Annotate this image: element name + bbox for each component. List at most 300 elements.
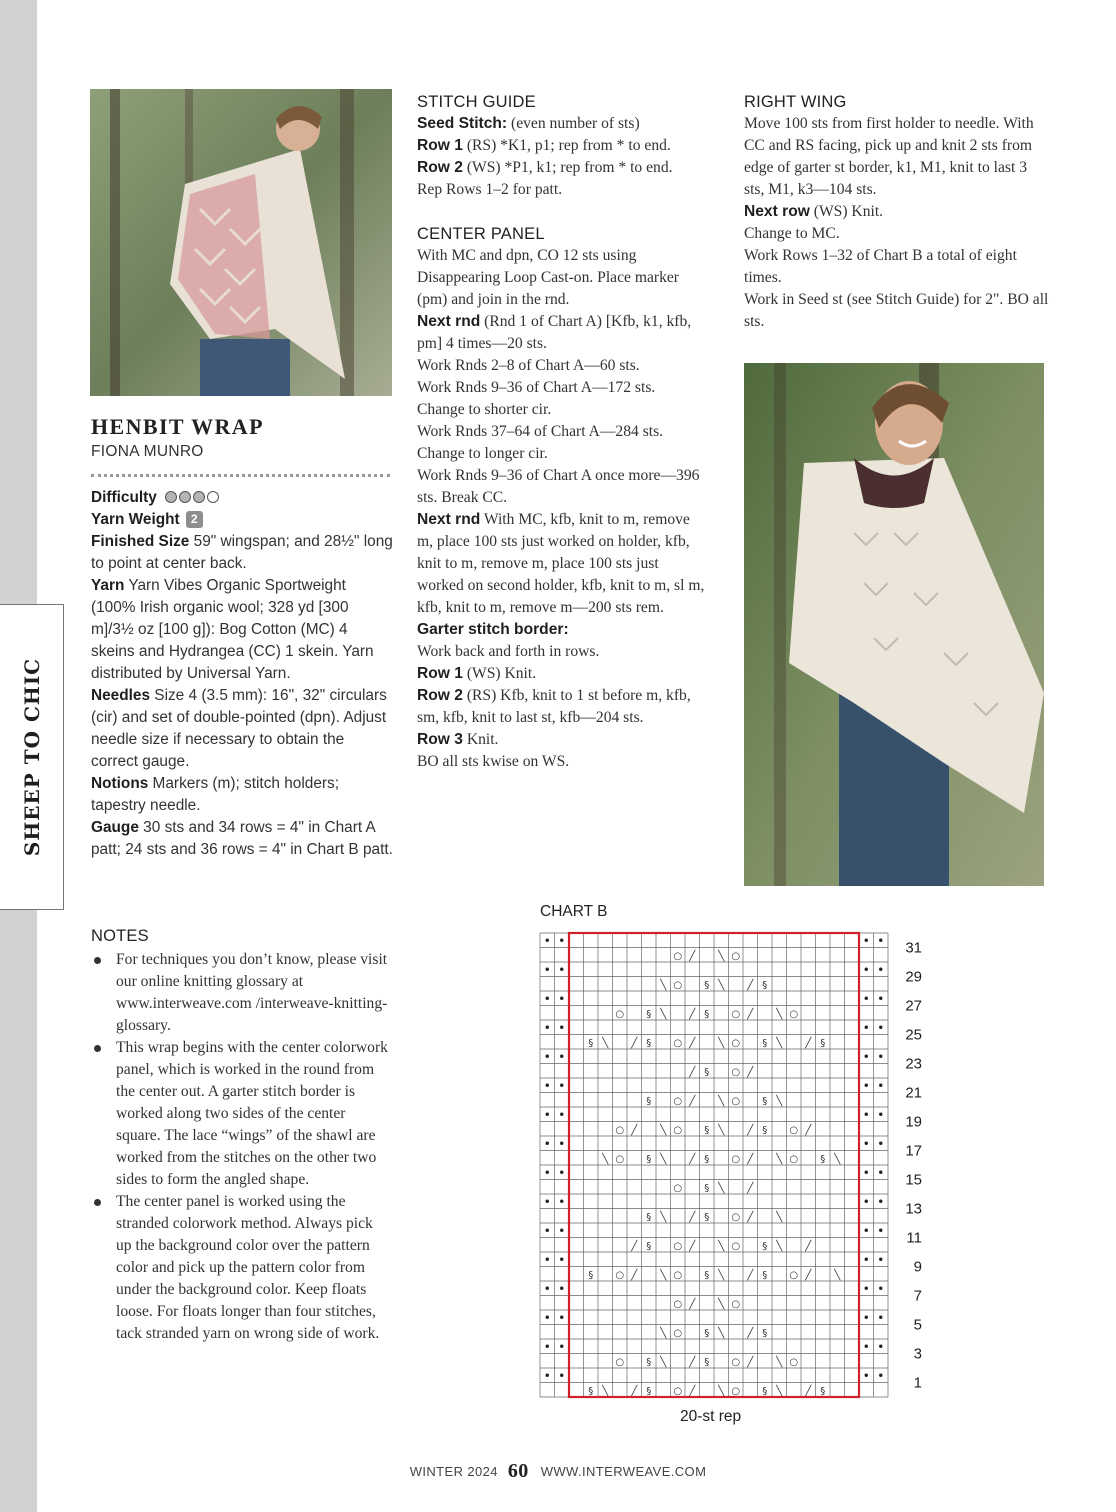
- lace-symbol: ○: [731, 1095, 741, 1107]
- row-text: Knit.: [462, 731, 499, 748]
- pattern-specs: [91, 487, 393, 861]
- wrap-photo-front: [744, 363, 1044, 886]
- row-text: (RS) *K1, p1; rep from * to end.: [462, 137, 671, 154]
- lace-symbol: §: [762, 1037, 768, 1049]
- purl-symbol: [560, 1200, 563, 1203]
- lace-symbol: ╱: [747, 1153, 754, 1165]
- row-number-label: 7: [913, 1287, 922, 1305]
- center-line: Work Rnds 37–64 of Chart A—284 sts.: [417, 423, 664, 440]
- lace-symbol: ╲: [602, 1037, 609, 1049]
- notions-row: [91, 773, 393, 817]
- purl-symbol: [865, 939, 868, 942]
- difficulty-circle-icon: [207, 491, 219, 503]
- purl-symbol: [546, 1084, 549, 1087]
- purl-symbol: [546, 1374, 549, 1377]
- lace-symbol: ╱: [747, 1356, 754, 1368]
- lace-symbol: §: [646, 1153, 652, 1165]
- lace-symbol: §: [646, 1211, 652, 1223]
- lace-symbol: ○: [789, 1356, 799, 1368]
- purl-symbol: [879, 1229, 882, 1232]
- lace-symbol: ╱: [689, 1385, 696, 1397]
- lace-symbol: ╲: [660, 1124, 667, 1136]
- seed-row-1: [417, 135, 709, 157]
- row-number-label: 11: [906, 1229, 922, 1247]
- lace-symbol: ╲: [776, 1037, 783, 1049]
- chart-title: CHART B: [540, 903, 608, 920]
- lace-symbol: §: [762, 1240, 768, 1252]
- lace-symbol: §: [762, 1327, 768, 1339]
- purl-symbol: [546, 1229, 549, 1232]
- lace-symbol: §: [646, 1356, 652, 1368]
- finished-size-label: Finished Size: [91, 533, 190, 550]
- purl-symbol: [865, 1113, 868, 1116]
- row-number-label: 27: [905, 997, 922, 1015]
- purl-symbol: [879, 968, 882, 971]
- issue-label: WINTER 2024: [409, 1464, 498, 1479]
- purl-symbol: [560, 997, 563, 1000]
- seed-stitch-label: Seed Stitch:: [417, 115, 508, 132]
- lace-symbol: ╱: [689, 1037, 696, 1049]
- purl-symbol: [865, 1200, 868, 1203]
- pattern-title: HENBIT WRAP: [91, 414, 264, 439]
- purl-symbol: [546, 1258, 549, 1261]
- purl-symbol: [865, 1316, 868, 1319]
- next-row-label: Next row: [744, 203, 810, 220]
- row-text: (RS) Kfb, knit to 1 st before m, kfb, sm, kfb, knit to last st, kfb—204 sts.: [417, 687, 691, 726]
- lace-symbol: ╱: [689, 1240, 696, 1252]
- lace-symbol: ○: [789, 1269, 799, 1281]
- list-item: For techniques you don’t know, please visit our online knitting glossary at www.interweave.com /interweave-knitting-glossary.: [91, 949, 391, 1037]
- lace-symbol: ╲: [776, 1008, 783, 1020]
- purl-symbol: [879, 939, 882, 942]
- wrap-photo-back: [90, 89, 392, 396]
- lace-symbol: ╲: [718, 1037, 725, 1049]
- yarn-weight-row: [91, 509, 393, 531]
- purl-symbol: [865, 1026, 868, 1029]
- lace-symbol: ╲: [660, 1211, 667, 1223]
- lace-symbol: ╲: [660, 1008, 667, 1020]
- lace-symbol: ○: [673, 1298, 683, 1310]
- row-number-label: 23: [905, 1055, 922, 1073]
- right-wing-line: Work in Seed st (see Stitch Guide) for 2". BO all sts.: [744, 291, 1049, 330]
- lace-symbol: ╱: [689, 1211, 696, 1223]
- lace-symbol: ○: [673, 1037, 683, 1049]
- row-label: Row 1: [417, 665, 463, 682]
- row-number-label: 13: [905, 1200, 922, 1218]
- lace-symbol: ╲: [718, 1095, 725, 1107]
- difficulty-circle-icon: [165, 491, 177, 503]
- seed-stitch-text: (even number of sts): [507, 115, 640, 132]
- divider: [91, 474, 390, 477]
- needles-row: [91, 685, 393, 773]
- lace-symbol: §: [762, 1385, 768, 1397]
- lace-symbol: ╲: [660, 1153, 667, 1165]
- seed-row-2: [417, 157, 709, 179]
- purl-symbol: [560, 1113, 563, 1116]
- purl-symbol: [865, 1374, 868, 1377]
- lace-symbol: ○: [731, 1298, 741, 1310]
- gauge-value: 30 sts and 34 rows = 4" in Chart A patt; 24 sts and 36 rows = 4" in Chart B patt.: [91, 819, 393, 858]
- yarn-label: Yarn: [91, 577, 125, 594]
- lace-symbol: §: [646, 1037, 652, 1049]
- lace-symbol: §: [646, 1008, 652, 1020]
- purl-symbol: [546, 968, 549, 971]
- lace-symbol: ╱: [747, 1269, 754, 1281]
- lace-symbol: §: [646, 1240, 652, 1252]
- purl-symbol: [560, 1258, 563, 1261]
- lace-symbol: ○: [673, 979, 683, 991]
- lace-symbol: §: [588, 1269, 594, 1281]
- lace-symbol: §: [704, 1269, 710, 1281]
- purl-symbol: [865, 1055, 868, 1058]
- lace-symbol: ○: [615, 1008, 625, 1020]
- lace-symbol: ○: [673, 1327, 683, 1339]
- purl-symbol: [865, 1345, 868, 1348]
- center-line: Work Rnds 9–36 of Chart A once more—396 sts. Break CC.: [417, 467, 700, 506]
- purl-symbol: [560, 1055, 563, 1058]
- next-row-text: (WS) Knit.: [809, 203, 884, 220]
- lace-symbol: §: [704, 1356, 710, 1368]
- chart-b: [540, 933, 920, 1398]
- lace-symbol: ╲: [718, 1298, 725, 1310]
- lace-symbol: ○: [615, 1356, 625, 1368]
- purl-symbol: [879, 1374, 882, 1377]
- purl-symbol: [560, 1142, 563, 1145]
- lace-symbol: ╲: [776, 1240, 783, 1252]
- section-tab: [0, 604, 64, 910]
- lace-symbol: ○: [673, 1385, 683, 1397]
- purl-symbol: [879, 1084, 882, 1087]
- garter-row-2: [417, 685, 709, 729]
- purl-symbol: [546, 1113, 549, 1116]
- garter-row-1: [417, 663, 709, 685]
- purl-symbol: [865, 1084, 868, 1087]
- purl-symbol: [865, 997, 868, 1000]
- row-number-label: 25: [905, 1026, 922, 1044]
- center-line: Change to shorter cir.: [417, 401, 552, 418]
- right-wing-next-row: [744, 201, 1049, 223]
- row-number-label: 17: [905, 1142, 922, 1160]
- lace-symbol: ╲: [718, 950, 725, 962]
- purl-symbol: [546, 1026, 549, 1029]
- lace-symbol: ○: [673, 1182, 683, 1194]
- purl-symbol: [879, 1171, 882, 1174]
- purl-symbol: [560, 1084, 563, 1087]
- lace-symbol: ╱: [631, 1385, 638, 1397]
- row-number-label: 9: [913, 1258, 922, 1276]
- notes-list: [91, 949, 391, 1345]
- stitch-guide-heading: STITCH GUIDE: [417, 93, 536, 111]
- lace-symbol: ╱: [805, 1269, 812, 1281]
- row-label: Row 3: [417, 731, 463, 748]
- lace-symbol: ○: [673, 1124, 683, 1136]
- lace-symbol: §: [704, 1327, 710, 1339]
- next-rnd-text: With MC, kfb, knit to m, remove m, place 100 sts just worked on holder, kfb, knit to m, remove m, place 100 sts just worked on second holder, kfb, knit to m, sl m, kfb, knit to m, remove m—200 sts rem.: [417, 511, 705, 616]
- lace-symbol: ╲: [776, 1153, 783, 1165]
- lace-symbol: ╱: [805, 1124, 812, 1136]
- lace-symbol: ╱: [631, 1124, 638, 1136]
- center-line: Work Rnds 9–36 of Chart A—172 sts.: [417, 379, 656, 396]
- row-label: Row 1: [417, 137, 463, 154]
- purl-symbol: [865, 1171, 868, 1174]
- purl-symbol: [560, 939, 563, 942]
- lace-symbol: ╱: [631, 1037, 638, 1049]
- difficulty-label: Difficulty: [91, 489, 157, 506]
- lace-symbol: §: [704, 1008, 710, 1020]
- lace-symbol: ╱: [689, 1095, 696, 1107]
- lace-symbol: ╲: [718, 979, 725, 991]
- repeat-label: 20-st rep: [680, 1408, 742, 1425]
- purl-symbol: [879, 1113, 882, 1116]
- purl-symbol: [879, 1200, 882, 1203]
- next-rnd-text: (Rnd 1 of Chart A) [Kfb, k1, kfb, pm] 4 times—20 sts.: [417, 313, 692, 352]
- middle-column: [417, 91, 709, 773]
- row-number-label: 5: [913, 1316, 922, 1334]
- row-number-label: 21: [905, 1084, 922, 1102]
- gauge-row: [91, 817, 393, 861]
- purl-symbol: [560, 1287, 563, 1290]
- purl-symbol: [879, 1287, 882, 1290]
- needles-label: Needles: [91, 687, 151, 704]
- lace-symbol: ╱: [689, 1153, 696, 1165]
- lace-symbol: §: [704, 1211, 710, 1223]
- chart-grid: [540, 933, 920, 1398]
- lace-symbol: ○: [731, 1037, 741, 1049]
- section-title: SHEEP TO CHIC: [19, 657, 44, 857]
- lace-symbol: §: [762, 979, 768, 991]
- center-panel-heading: CENTER PANEL: [417, 225, 545, 243]
- right-wing-heading: RIGHT WING: [744, 93, 847, 111]
- lace-symbol: ○: [615, 1124, 625, 1136]
- purl-symbol: [865, 1258, 868, 1261]
- lace-symbol: ╲: [660, 1356, 667, 1368]
- lace-symbol: ╱: [747, 1066, 754, 1078]
- lace-symbol: §: [588, 1385, 594, 1397]
- row-number-label: 31: [905, 939, 922, 957]
- yarn-weight-icon: 2: [186, 511, 203, 528]
- lace-symbol: ○: [789, 1153, 799, 1165]
- center-next-rnd: [417, 311, 709, 355]
- purl-symbol: [560, 1171, 563, 1174]
- lace-symbol: ╲: [718, 1240, 725, 1252]
- yarn-row: [91, 575, 393, 685]
- lace-symbol: §: [704, 1182, 710, 1194]
- purl-symbol: [879, 1258, 882, 1261]
- purl-symbol: [546, 1142, 549, 1145]
- lace-symbol: ╲: [660, 979, 667, 991]
- lace-symbol: ○: [731, 1008, 741, 1020]
- purl-symbol: [879, 1142, 882, 1145]
- lace-symbol: ○: [731, 1211, 741, 1223]
- page-footer: [0, 1460, 1116, 1483]
- lace-symbol: §: [704, 1153, 710, 1165]
- purl-symbol: [865, 968, 868, 971]
- lace-symbol: ╱: [689, 1008, 696, 1020]
- lace-symbol: ╱: [747, 1008, 754, 1020]
- lace-symbol: ╲: [718, 1327, 725, 1339]
- seed-repeat: Rep Rows 1–2 for patt.: [417, 181, 563, 198]
- purl-symbol: [546, 1200, 549, 1203]
- yarn-value: Yarn Vibes Organic Sportweight (100% Irish organic wool; 328 yd [300 m]/3½ oz [100 g]): Bog Cotton (MC) 4 skeins and Hydrangea (CC) 1 skein. Yarn distributed by Universal Yarn.: [91, 577, 374, 682]
- pattern-author: FIONA MUNRO: [91, 443, 204, 460]
- chart-gridlines: [540, 933, 888, 1397]
- lace-symbol: ○: [615, 1153, 625, 1165]
- lace-symbol: ○: [673, 1095, 683, 1107]
- difficulty-circle-icon: [193, 491, 205, 503]
- lace-symbol: §: [762, 1269, 768, 1281]
- lace-symbol: ╲: [718, 1269, 725, 1281]
- notions-label: Notions: [91, 775, 149, 792]
- notes-heading: NOTES: [91, 927, 149, 945]
- row-number-label: 3: [913, 1345, 922, 1363]
- lace-symbol: ╲: [718, 1182, 725, 1194]
- lace-symbol: ╲: [602, 1385, 609, 1397]
- purl-symbol: [546, 1055, 549, 1058]
- gauge-label: Gauge: [91, 819, 139, 836]
- lace-symbol: ╲: [776, 1211, 783, 1223]
- lace-symbol: ╱: [805, 1037, 812, 1049]
- lace-symbol: ╲: [718, 1124, 725, 1136]
- needles-value: Size 4 (3.5 mm): 16", 32" circulars (cir) and set of double-pointed (dpn). Adjust needle size if necessary to obtain the correct gauge.: [91, 687, 387, 770]
- list-item: The center panel is worked using the stranded colorwork method. Always pick up the background color over the pattern color and pick up the pattern color from under the background color. Keep floats loose. For floats longer than four stitches, tack stranded yarn on wrong side of work.: [91, 1191, 391, 1345]
- row-number-label: 19: [905, 1113, 922, 1131]
- difficulty-row: [91, 487, 393, 509]
- next-rnd-label: Next rnd: [417, 511, 481, 528]
- lace-symbol: ○: [731, 1153, 741, 1165]
- purl-symbol: [546, 1287, 549, 1290]
- lace-symbol: ╱: [689, 950, 696, 962]
- center-next-rnd-2: [417, 509, 709, 619]
- purl-symbol: [560, 1026, 563, 1029]
- finished-size-row: [91, 531, 393, 575]
- row-label: Row 2: [417, 687, 463, 704]
- lace-symbol: ○: [673, 1269, 683, 1281]
- yarn-weight-label: Yarn Weight: [91, 511, 180, 528]
- lace-symbol: ○: [615, 1269, 625, 1281]
- lace-symbol: ○: [673, 950, 683, 962]
- row-number-label: 1: [913, 1374, 922, 1392]
- purl-symbol: [865, 1142, 868, 1145]
- lace-symbol: §: [820, 1037, 826, 1049]
- lace-symbol: ○: [731, 950, 741, 962]
- lace-symbol: ╲: [602, 1153, 609, 1165]
- lace-symbol: ╱: [689, 1356, 696, 1368]
- purl-symbol: [879, 1026, 882, 1029]
- center-panel-intro: With MC and dpn, CO 12 sts using Disappearing Loop Cast-on. Place marker (pm) and join in the rnd.: [417, 247, 679, 308]
- row-text: (WS) *P1, k1; rep from * to end.: [462, 159, 673, 176]
- lace-symbol: ○: [789, 1008, 799, 1020]
- list-item: This wrap begins with the center colorwork panel, which is worked in the round from the center out. A garter stitch border is worked along two sides of the center square. The lace “wings” of the shawl are worked from the stitches on the other two sides to form the angled shape.: [91, 1037, 391, 1191]
- lace-symbol: ╱: [631, 1269, 638, 1281]
- lace-symbol: §: [646, 1385, 652, 1397]
- center-line: Change to longer cir.: [417, 445, 548, 462]
- lace-symbol: §: [588, 1037, 594, 1049]
- purl-symbol: [879, 1345, 882, 1348]
- lace-symbol: ○: [789, 1124, 799, 1136]
- lace-symbol: ╱: [747, 1182, 754, 1194]
- lace-symbol: ╱: [689, 1066, 696, 1078]
- purl-symbol: [546, 997, 549, 1000]
- lace-symbol: §: [820, 1385, 826, 1397]
- lace-symbol: ○: [731, 1356, 741, 1368]
- lace-symbol: ╱: [747, 1124, 754, 1136]
- row-number-label: 15: [905, 1171, 922, 1189]
- lace-symbol: ╲: [834, 1269, 841, 1281]
- lace-symbol: ╱: [631, 1240, 638, 1252]
- lace-symbol: ╱: [747, 1327, 754, 1339]
- purl-symbol: [560, 1345, 563, 1348]
- purl-symbol: [879, 997, 882, 1000]
- purl-symbol: [560, 1316, 563, 1319]
- next-rnd-label: Next rnd: [417, 313, 481, 330]
- purl-symbol: [879, 1316, 882, 1319]
- right-wing-line: Change to MC.: [744, 225, 840, 242]
- lace-symbol: §: [646, 1095, 652, 1107]
- website: WWW.INTERWEAVE.COM: [540, 1464, 707, 1479]
- difficulty-rating: [165, 489, 221, 506]
- lace-symbol: ╲: [660, 1327, 667, 1339]
- lace-symbol: ╲: [776, 1385, 783, 1397]
- lace-symbol: ╱: [747, 979, 754, 991]
- purl-symbol: [546, 1316, 549, 1319]
- purl-symbol: [560, 1374, 563, 1377]
- lace-symbol: §: [820, 1153, 826, 1165]
- purl-symbol: [865, 1229, 868, 1232]
- lace-symbol: ╱: [689, 1298, 696, 1310]
- lace-symbol: ╱: [805, 1385, 812, 1397]
- difficulty-circle-icon: [179, 491, 191, 503]
- lace-symbol: ○: [731, 1240, 741, 1252]
- purl-symbol: [546, 939, 549, 942]
- purl-symbol: [546, 1345, 549, 1348]
- purl-symbol: [865, 1287, 868, 1290]
- lace-symbol: ○: [731, 1385, 741, 1397]
- lace-symbol: §: [704, 1066, 710, 1078]
- right-wing-intro: Move 100 sts from first holder to needle. With CC and RS facing, pick up and knit 2 sts from edge of garter st border, k1, M1, knit to last 3 sts, M1, k3—104 sts.: [744, 115, 1034, 198]
- lace-symbol: §: [704, 1124, 710, 1136]
- lace-symbol: ╲: [660, 1269, 667, 1281]
- lace-symbol: ○: [673, 1240, 683, 1252]
- lace-symbol: ○: [731, 1066, 741, 1078]
- garter-text: Work back and forth in rows.: [417, 643, 600, 660]
- right-wing-line: Work Rows 1–32 of Chart B a total of eight times.: [744, 247, 1017, 286]
- purl-symbol: [879, 1055, 882, 1058]
- page-number: 60: [507, 1460, 529, 1482]
- bind-off-text: BO all sts kwise on WS.: [417, 753, 570, 770]
- lace-symbol: ╱: [747, 1211, 754, 1223]
- garter-row-3: [417, 729, 709, 751]
- lace-symbol: §: [704, 979, 710, 991]
- lace-symbol: §: [762, 1124, 768, 1136]
- notions-value: Markers (m); stitch holders; tapestry needle.: [91, 775, 339, 814]
- lace-symbol: ╲: [776, 1095, 783, 1107]
- purl-symbol: [546, 1171, 549, 1174]
- row-label: Row 2: [417, 159, 463, 176]
- row-text: (WS) Knit.: [462, 665, 537, 682]
- purl-symbol: [560, 1229, 563, 1232]
- garter-heading: Garter stitch border:: [417, 621, 569, 638]
- lace-symbol: ╲: [776, 1356, 783, 1368]
- right-column: [744, 91, 1049, 333]
- row-number-label: 29: [905, 968, 922, 986]
- seed-stitch: [417, 113, 709, 135]
- finished-size-value: 59" wingspan; and 28½" long to point at center back.: [91, 533, 393, 572]
- purl-symbol: [560, 968, 563, 971]
- lace-symbol: §: [762, 1095, 768, 1107]
- lace-symbol: ╱: [805, 1240, 812, 1252]
- lace-symbol: ╲: [834, 1153, 841, 1165]
- center-line: Work Rnds 2–8 of Chart A—60 sts.: [417, 357, 640, 374]
